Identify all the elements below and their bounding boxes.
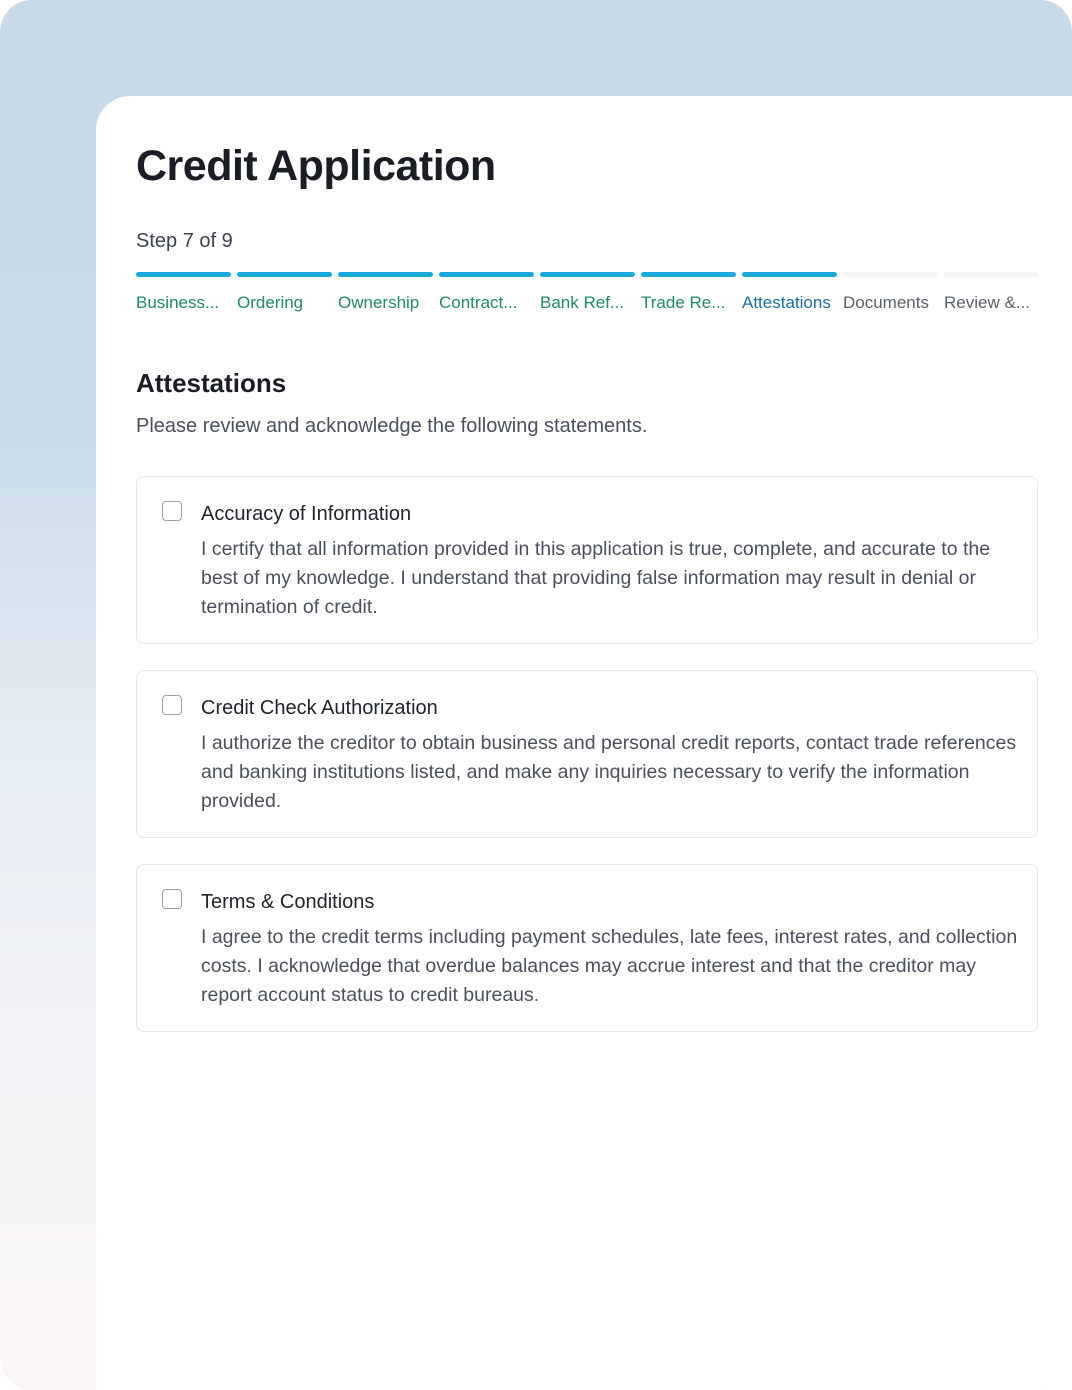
step-label: Review &... xyxy=(944,293,1030,312)
section-title: Attestations xyxy=(136,368,287,398)
step-label: Attestations xyxy=(742,293,831,312)
step-trade-references[interactable] xyxy=(641,272,736,322)
step-label: Documents xyxy=(843,293,929,312)
step-bank-references[interactable] xyxy=(540,272,635,322)
step-label: Trade Re... xyxy=(641,293,726,312)
attestation-terms-card[interactable] xyxy=(136,864,1038,1032)
attestation-text: I certify that all information provided in this application is true, complete, and accurate to the best of my knowledge. I understand that providing false information may result in denial or termination of credit. xyxy=(201,538,991,618)
step-bar xyxy=(338,272,433,277)
section-description: Please review and acknowledge the following statements. xyxy=(136,415,648,437)
step-label: Contract... xyxy=(439,293,518,312)
step-label: Ownership xyxy=(338,293,420,312)
accuracy-checkbox[interactable] xyxy=(162,501,182,521)
step-bar xyxy=(742,272,837,277)
step-ownership[interactable] xyxy=(338,272,433,322)
step-bar xyxy=(237,272,332,277)
step-bar xyxy=(944,272,1039,277)
attestation-accuracy-card[interactable] xyxy=(136,476,1038,644)
step-contract[interactable] xyxy=(439,272,534,322)
step-bar xyxy=(540,272,635,277)
step-label: Bank Ref... xyxy=(540,293,625,312)
attestation-title: Accuracy of Information xyxy=(201,503,412,525)
step-label: Ordering xyxy=(237,293,304,312)
progress-stepper xyxy=(136,272,1040,322)
step-bar xyxy=(136,272,231,277)
step-bar xyxy=(439,272,534,277)
step-business[interactable] xyxy=(136,272,231,322)
step-counter: Step 7 of 9 xyxy=(136,230,233,252)
attestation-text: I authorize the creditor to obtain business and personal credit reports, contact trade references and banking institutions listed, and make any inquiries necessary to verify the information provided. xyxy=(201,732,1017,812)
form-card xyxy=(96,96,1072,1390)
step-ordering[interactable] xyxy=(237,272,332,322)
attestation-title: Terms & Conditions xyxy=(201,891,375,913)
step-attestations[interactable] xyxy=(742,272,837,322)
step-documents[interactable] xyxy=(843,272,938,322)
step-label: Business... xyxy=(136,293,220,312)
page-title: Credit Application xyxy=(136,142,496,190)
credit-check-checkbox[interactable] xyxy=(162,695,182,715)
terms-checkbox[interactable] xyxy=(162,889,182,909)
attestation-text: I agree to the credit terms including payment schedules, late fees, interest rates, and collection costs. I acknowledge that overdue balances may accrue interest and that the creditor may report account status to credit bureaus. xyxy=(201,926,1018,1006)
attestation-credit-check-card[interactable] xyxy=(136,670,1038,838)
step-bar xyxy=(843,272,938,277)
step-review[interactable] xyxy=(944,272,1039,322)
step-bar xyxy=(641,272,736,277)
attestation-title: Credit Check Authorization xyxy=(201,697,438,719)
